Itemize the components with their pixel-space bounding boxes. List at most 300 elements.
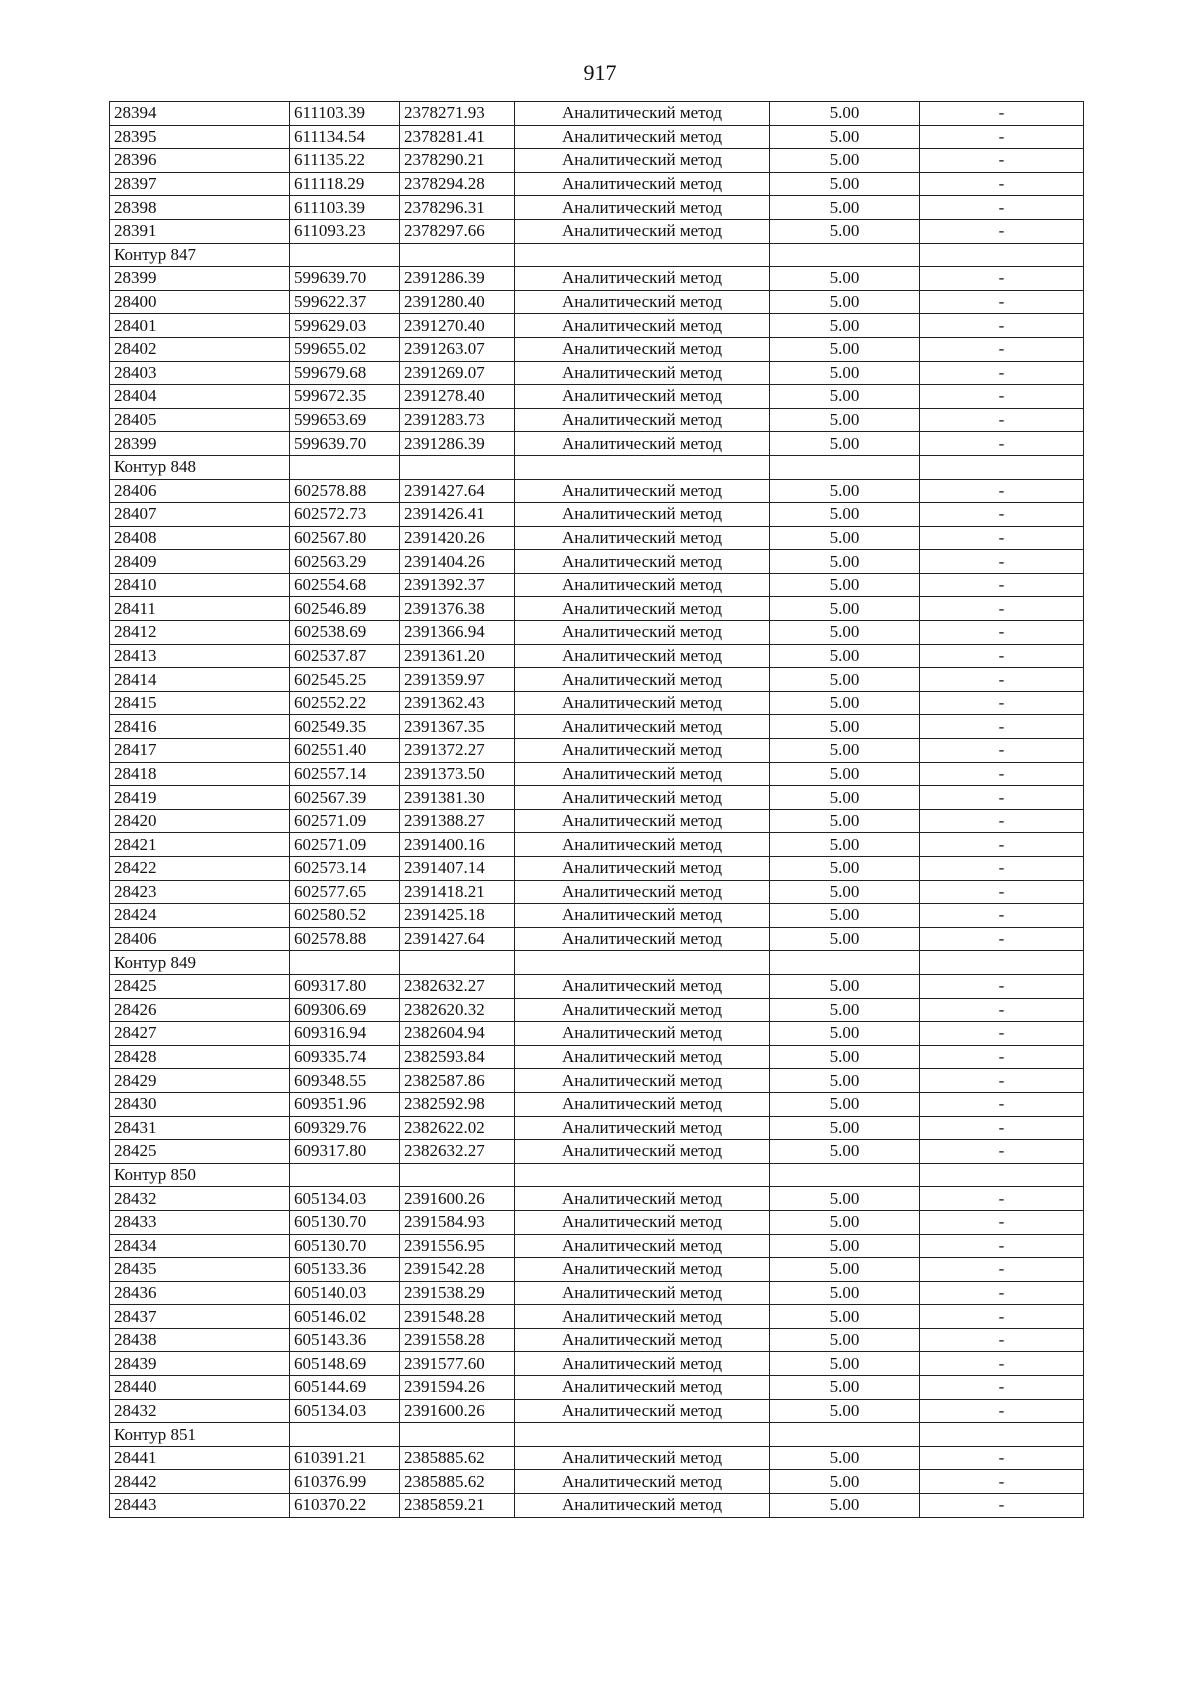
table-row xyxy=(110,314,1084,338)
table-row xyxy=(110,1281,1084,1305)
method-cell: Аналитический метод xyxy=(515,1399,770,1423)
point-id-cell: 28403 xyxy=(110,361,290,385)
accuracy-cell: 5.00 xyxy=(770,361,920,385)
point-id-cell: 28436 xyxy=(110,1281,290,1305)
method-cell: Аналитический метод xyxy=(515,715,770,739)
extra-cell: - xyxy=(920,149,1084,173)
x-coordinate-cell: 602571.09 xyxy=(290,809,400,833)
x-coordinate-cell: 602573.14 xyxy=(290,857,400,881)
y-coordinate-cell: 2378296.31 xyxy=(400,196,515,220)
accuracy-cell: 5.00 xyxy=(770,1399,920,1423)
extra-cell: - xyxy=(920,550,1084,574)
empty-cell xyxy=(515,951,770,975)
table-row xyxy=(110,668,1084,692)
method-cell: Аналитический метод xyxy=(515,290,770,314)
method-cell: Аналитический метод xyxy=(515,1352,770,1376)
accuracy-cell: 5.00 xyxy=(770,927,920,951)
x-coordinate-cell: 599672.35 xyxy=(290,385,400,409)
point-id-cell: 28438 xyxy=(110,1328,290,1352)
coordinates-table-body xyxy=(110,102,1084,1518)
extra-cell: - xyxy=(920,1210,1084,1234)
y-coordinate-cell: 2385859.21 xyxy=(400,1494,515,1518)
x-coordinate-cell: 611103.39 xyxy=(290,102,400,126)
y-coordinate-cell: 2391538.29 xyxy=(400,1281,515,1305)
point-id-cell: 28407 xyxy=(110,503,290,527)
point-id-cell: 28401 xyxy=(110,314,290,338)
accuracy-cell: 5.00 xyxy=(770,573,920,597)
y-coordinate-cell: 2391269.07 xyxy=(400,361,515,385)
table-row xyxy=(110,432,1084,456)
extra-cell: - xyxy=(920,1399,1084,1423)
table-row xyxy=(110,503,1084,527)
table-row xyxy=(110,1446,1084,1470)
accuracy-cell: 5.00 xyxy=(770,102,920,126)
table-row xyxy=(110,526,1084,550)
empty-cell xyxy=(290,951,400,975)
point-id-cell: 28443 xyxy=(110,1494,290,1518)
contour-label: Контур 849 xyxy=(110,951,290,975)
table-row xyxy=(110,974,1084,998)
point-id-cell: 28410 xyxy=(110,573,290,597)
accuracy-cell: 5.00 xyxy=(770,385,920,409)
contour-header-row xyxy=(110,951,1084,975)
point-id-cell: 28416 xyxy=(110,715,290,739)
y-coordinate-cell: 2391381.30 xyxy=(400,786,515,810)
y-coordinate-cell: 2391263.07 xyxy=(400,337,515,361)
x-coordinate-cell: 605130.70 xyxy=(290,1210,400,1234)
accuracy-cell: 5.00 xyxy=(770,1210,920,1234)
point-id-cell: 28415 xyxy=(110,691,290,715)
empty-cell xyxy=(770,951,920,975)
table-row xyxy=(110,1305,1084,1329)
extra-cell: - xyxy=(920,573,1084,597)
accuracy-cell: 5.00 xyxy=(770,1258,920,1282)
y-coordinate-cell: 2378297.66 xyxy=(400,219,515,243)
contour-label: Контур 847 xyxy=(110,243,290,267)
y-coordinate-cell: 2385885.62 xyxy=(400,1446,515,1470)
table-row xyxy=(110,385,1084,409)
accuracy-cell: 5.00 xyxy=(770,904,920,928)
y-coordinate-cell: 2391594.26 xyxy=(400,1376,515,1400)
extra-cell: - xyxy=(920,1045,1084,1069)
accuracy-cell: 5.00 xyxy=(770,691,920,715)
method-cell: Аналитический метод xyxy=(515,644,770,668)
table-row xyxy=(110,786,1084,810)
point-id-cell: 28417 xyxy=(110,739,290,763)
extra-cell: - xyxy=(920,172,1084,196)
point-id-cell: 28442 xyxy=(110,1470,290,1494)
y-coordinate-cell: 2382622.02 xyxy=(400,1116,515,1140)
extra-cell: - xyxy=(920,503,1084,527)
extra-cell: - xyxy=(920,1305,1084,1329)
accuracy-cell: 5.00 xyxy=(770,597,920,621)
method-cell: Аналитический метод xyxy=(515,172,770,196)
table-row xyxy=(110,1187,1084,1211)
empty-cell xyxy=(290,1163,400,1187)
y-coordinate-cell: 2382592.98 xyxy=(400,1092,515,1116)
x-coordinate-cell: 602577.65 xyxy=(290,880,400,904)
method-cell: Аналитический метод xyxy=(515,833,770,857)
method-cell: Аналитический метод xyxy=(515,1258,770,1282)
point-id-cell: 28406 xyxy=(110,927,290,951)
point-id-cell: 28430 xyxy=(110,1092,290,1116)
y-coordinate-cell: 2391362.43 xyxy=(400,691,515,715)
point-id-cell: 28424 xyxy=(110,904,290,928)
empty-cell xyxy=(920,951,1084,975)
x-coordinate-cell: 611118.29 xyxy=(290,172,400,196)
x-coordinate-cell: 602563.29 xyxy=(290,550,400,574)
x-coordinate-cell: 602567.39 xyxy=(290,786,400,810)
method-cell: Аналитический метод xyxy=(515,219,770,243)
point-id-cell: 28441 xyxy=(110,1446,290,1470)
table-row xyxy=(110,1022,1084,1046)
extra-cell: - xyxy=(920,526,1084,550)
table-row xyxy=(110,1470,1084,1494)
accuracy-cell: 5.00 xyxy=(770,1045,920,1069)
table-row xyxy=(110,1140,1084,1164)
method-cell: Аналитический метод xyxy=(515,621,770,645)
y-coordinate-cell: 2391400.16 xyxy=(400,833,515,857)
y-coordinate-cell: 2378281.41 xyxy=(400,125,515,149)
y-coordinate-cell: 2382632.27 xyxy=(400,974,515,998)
x-coordinate-cell: 609348.55 xyxy=(290,1069,400,1093)
accuracy-cell: 5.00 xyxy=(770,786,920,810)
contour-header-row xyxy=(110,1163,1084,1187)
empty-cell xyxy=(400,1423,515,1447)
accuracy-cell: 5.00 xyxy=(770,1092,920,1116)
table-row xyxy=(110,125,1084,149)
accuracy-cell: 5.00 xyxy=(770,1234,920,1258)
method-cell: Аналитический метод xyxy=(515,1281,770,1305)
x-coordinate-cell: 611135.22 xyxy=(290,149,400,173)
method-cell: Аналитический метод xyxy=(515,1234,770,1258)
empty-cell xyxy=(515,455,770,479)
extra-cell: - xyxy=(920,385,1084,409)
x-coordinate-cell: 602578.88 xyxy=(290,927,400,951)
y-coordinate-cell: 2391404.26 xyxy=(400,550,515,574)
table-row xyxy=(110,479,1084,503)
accuracy-cell: 5.00 xyxy=(770,219,920,243)
y-coordinate-cell: 2382593.84 xyxy=(400,1045,515,1069)
y-coordinate-cell: 2382587.86 xyxy=(400,1069,515,1093)
empty-cell xyxy=(290,1423,400,1447)
method-cell: Аналитический метод xyxy=(515,361,770,385)
accuracy-cell: 5.00 xyxy=(770,974,920,998)
accuracy-cell: 5.00 xyxy=(770,880,920,904)
point-id-cell: 28391 xyxy=(110,219,290,243)
method-cell: Аналитический метод xyxy=(515,125,770,149)
x-coordinate-cell: 602552.22 xyxy=(290,691,400,715)
y-coordinate-cell: 2391376.38 xyxy=(400,597,515,621)
extra-cell: - xyxy=(920,715,1084,739)
y-coordinate-cell: 2391420.26 xyxy=(400,526,515,550)
table-row xyxy=(110,998,1084,1022)
table-row xyxy=(110,1045,1084,1069)
point-id-cell: 28411 xyxy=(110,597,290,621)
accuracy-cell: 5.00 xyxy=(770,149,920,173)
point-id-cell: 28414 xyxy=(110,668,290,692)
extra-cell: - xyxy=(920,125,1084,149)
y-coordinate-cell: 2378294.28 xyxy=(400,172,515,196)
accuracy-cell: 5.00 xyxy=(770,196,920,220)
extra-cell: - xyxy=(920,1234,1084,1258)
table-row xyxy=(110,1258,1084,1282)
extra-cell: - xyxy=(920,739,1084,763)
y-coordinate-cell: 2391286.39 xyxy=(400,432,515,456)
table-row xyxy=(110,1234,1084,1258)
table-row xyxy=(110,739,1084,763)
x-coordinate-cell: 599639.70 xyxy=(290,432,400,456)
table-row xyxy=(110,172,1084,196)
extra-cell: - xyxy=(920,314,1084,338)
method-cell: Аналитический метод xyxy=(515,1470,770,1494)
method-cell: Аналитический метод xyxy=(515,314,770,338)
method-cell: Аналитический метод xyxy=(515,573,770,597)
extra-cell: - xyxy=(920,1022,1084,1046)
empty-cell xyxy=(920,455,1084,479)
point-id-cell: 28394 xyxy=(110,102,290,126)
x-coordinate-cell: 602551.40 xyxy=(290,739,400,763)
accuracy-cell: 5.00 xyxy=(770,408,920,432)
method-cell: Аналитический метод xyxy=(515,408,770,432)
extra-cell: - xyxy=(920,337,1084,361)
page-number: 917 xyxy=(583,60,617,85)
table-row xyxy=(110,715,1084,739)
y-coordinate-cell: 2391425.18 xyxy=(400,904,515,928)
y-coordinate-cell: 2391372.27 xyxy=(400,739,515,763)
point-id-cell: 28425 xyxy=(110,974,290,998)
method-cell: Аналитический метод xyxy=(515,597,770,621)
extra-cell: - xyxy=(920,290,1084,314)
y-coordinate-cell: 2391426.41 xyxy=(400,503,515,527)
method-cell: Аналитический метод xyxy=(515,786,770,810)
x-coordinate-cell: 599679.68 xyxy=(290,361,400,385)
accuracy-cell: 5.00 xyxy=(770,833,920,857)
method-cell: Аналитический метод xyxy=(515,1045,770,1069)
accuracy-cell: 5.00 xyxy=(770,715,920,739)
x-coordinate-cell: 602557.14 xyxy=(290,762,400,786)
extra-cell: - xyxy=(920,361,1084,385)
method-cell: Аналитический метод xyxy=(515,102,770,126)
y-coordinate-cell: 2391600.26 xyxy=(400,1187,515,1211)
table-row xyxy=(110,1328,1084,1352)
y-coordinate-cell: 2391418.21 xyxy=(400,880,515,904)
y-coordinate-cell: 2391548.28 xyxy=(400,1305,515,1329)
empty-cell xyxy=(400,455,515,479)
x-coordinate-cell: 605134.03 xyxy=(290,1399,400,1423)
extra-cell: - xyxy=(920,597,1084,621)
extra-cell: - xyxy=(920,644,1084,668)
accuracy-cell: 5.00 xyxy=(770,337,920,361)
point-id-cell: 28434 xyxy=(110,1234,290,1258)
accuracy-cell: 5.00 xyxy=(770,668,920,692)
table-row xyxy=(110,1116,1084,1140)
method-cell: Аналитический метод xyxy=(515,196,770,220)
method-cell: Аналитический метод xyxy=(515,479,770,503)
table-row xyxy=(110,149,1084,173)
extra-cell: - xyxy=(920,1376,1084,1400)
point-id-cell: 28398 xyxy=(110,196,290,220)
extra-cell: - xyxy=(920,1092,1084,1116)
y-coordinate-cell: 2391373.50 xyxy=(400,762,515,786)
extra-cell: - xyxy=(920,432,1084,456)
empty-cell xyxy=(515,1423,770,1447)
point-id-cell: 28406 xyxy=(110,479,290,503)
extra-cell: - xyxy=(920,786,1084,810)
accuracy-cell: 5.00 xyxy=(770,998,920,1022)
accuracy-cell: 5.00 xyxy=(770,267,920,291)
x-coordinate-cell: 609316.94 xyxy=(290,1022,400,1046)
y-coordinate-cell: 2391427.64 xyxy=(400,479,515,503)
table-row xyxy=(110,1399,1084,1423)
table-row xyxy=(110,1352,1084,1376)
method-cell: Аналитический метод xyxy=(515,739,770,763)
x-coordinate-cell: 605143.36 xyxy=(290,1328,400,1352)
x-coordinate-cell: 599655.02 xyxy=(290,337,400,361)
table-row xyxy=(110,1494,1084,1518)
y-coordinate-cell: 2391366.94 xyxy=(400,621,515,645)
accuracy-cell: 5.00 xyxy=(770,1494,920,1518)
y-coordinate-cell: 2391600.26 xyxy=(400,1399,515,1423)
empty-cell xyxy=(770,243,920,267)
table-row xyxy=(110,408,1084,432)
y-coordinate-cell: 2391280.40 xyxy=(400,290,515,314)
x-coordinate-cell: 599629.03 xyxy=(290,314,400,338)
method-cell: Аналитический метод xyxy=(515,974,770,998)
table-row xyxy=(110,762,1084,786)
table-row xyxy=(110,550,1084,574)
method-cell: Аналитический метод xyxy=(515,880,770,904)
extra-cell: - xyxy=(920,1258,1084,1282)
table-row xyxy=(110,809,1084,833)
table-row xyxy=(110,219,1084,243)
point-id-cell: 28400 xyxy=(110,290,290,314)
accuracy-cell: 5.00 xyxy=(770,1470,920,1494)
accuracy-cell: 5.00 xyxy=(770,290,920,314)
extra-cell: - xyxy=(920,479,1084,503)
y-coordinate-cell: 2378290.21 xyxy=(400,149,515,173)
extra-cell: - xyxy=(920,668,1084,692)
extra-cell: - xyxy=(920,1470,1084,1494)
empty-cell xyxy=(770,1423,920,1447)
x-coordinate-cell: 599653.69 xyxy=(290,408,400,432)
empty-cell xyxy=(920,1423,1084,1447)
point-id-cell: 28413 xyxy=(110,644,290,668)
y-coordinate-cell: 2391367.35 xyxy=(400,715,515,739)
y-coordinate-cell: 2391427.64 xyxy=(400,927,515,951)
accuracy-cell: 5.00 xyxy=(770,621,920,645)
accuracy-cell: 5.00 xyxy=(770,479,920,503)
x-coordinate-cell: 602537.87 xyxy=(290,644,400,668)
x-coordinate-cell: 610370.22 xyxy=(290,1494,400,1518)
extra-cell: - xyxy=(920,1446,1084,1470)
table-row xyxy=(110,1210,1084,1234)
table-row xyxy=(110,1069,1084,1093)
table-row xyxy=(110,1092,1084,1116)
accuracy-cell: 5.00 xyxy=(770,432,920,456)
x-coordinate-cell: 605134.03 xyxy=(290,1187,400,1211)
y-coordinate-cell: 2391558.28 xyxy=(400,1328,515,1352)
accuracy-cell: 5.00 xyxy=(770,550,920,574)
accuracy-cell: 5.00 xyxy=(770,1305,920,1329)
extra-cell: - xyxy=(920,809,1084,833)
extra-cell: - xyxy=(920,621,1084,645)
contour-label: Контур 851 xyxy=(110,1423,290,1447)
extra-cell: - xyxy=(920,1140,1084,1164)
x-coordinate-cell: 602571.09 xyxy=(290,833,400,857)
extra-cell: - xyxy=(920,102,1084,126)
y-coordinate-cell: 2391407.14 xyxy=(400,857,515,881)
point-id-cell: 28435 xyxy=(110,1258,290,1282)
contour-header-row xyxy=(110,1423,1084,1447)
point-id-cell: 28432 xyxy=(110,1187,290,1211)
empty-cell xyxy=(400,1163,515,1187)
point-id-cell: 28440 xyxy=(110,1376,290,1400)
point-id-cell: 28419 xyxy=(110,786,290,810)
extra-cell: - xyxy=(920,857,1084,881)
table-row xyxy=(110,1376,1084,1400)
table-row xyxy=(110,833,1084,857)
extra-cell: - xyxy=(920,927,1084,951)
point-id-cell: 28412 xyxy=(110,621,290,645)
empty-cell xyxy=(770,1163,920,1187)
accuracy-cell: 5.00 xyxy=(770,1376,920,1400)
method-cell: Аналитический метод xyxy=(515,927,770,951)
y-coordinate-cell: 2391556.95 xyxy=(400,1234,515,1258)
table-row xyxy=(110,857,1084,881)
accuracy-cell: 5.00 xyxy=(770,644,920,668)
contour-header-row xyxy=(110,455,1084,479)
method-cell: Аналитический метод xyxy=(515,267,770,291)
method-cell: Аналитический метод xyxy=(515,1494,770,1518)
method-cell: Аналитический метод xyxy=(515,668,770,692)
point-id-cell: 28404 xyxy=(110,385,290,409)
accuracy-cell: 5.00 xyxy=(770,857,920,881)
x-coordinate-cell: 605148.69 xyxy=(290,1352,400,1376)
y-coordinate-cell: 2391577.60 xyxy=(400,1352,515,1376)
extra-cell: - xyxy=(920,1069,1084,1093)
empty-cell xyxy=(770,455,920,479)
x-coordinate-cell: 602580.52 xyxy=(290,904,400,928)
extra-cell: - xyxy=(920,998,1084,1022)
y-coordinate-cell: 2391361.20 xyxy=(400,644,515,668)
method-cell: Аналитический метод xyxy=(515,149,770,173)
x-coordinate-cell: 609351.96 xyxy=(290,1092,400,1116)
accuracy-cell: 5.00 xyxy=(770,1069,920,1093)
x-coordinate-cell: 609306.69 xyxy=(290,998,400,1022)
table-row xyxy=(110,290,1084,314)
accuracy-cell: 5.00 xyxy=(770,1328,920,1352)
extra-cell: - xyxy=(920,1352,1084,1376)
x-coordinate-cell: 609317.80 xyxy=(290,974,400,998)
table-row xyxy=(110,904,1084,928)
table-row xyxy=(110,927,1084,951)
accuracy-cell: 5.00 xyxy=(770,172,920,196)
x-coordinate-cell: 605146.02 xyxy=(290,1305,400,1329)
accuracy-cell: 5.00 xyxy=(770,1187,920,1211)
method-cell: Аналитический метод xyxy=(515,1116,770,1140)
point-id-cell: 28395 xyxy=(110,125,290,149)
point-id-cell: 28427 xyxy=(110,1022,290,1046)
method-cell: Аналитический метод xyxy=(515,550,770,574)
point-id-cell: 28399 xyxy=(110,267,290,291)
point-id-cell: 28429 xyxy=(110,1069,290,1093)
extra-cell: - xyxy=(920,691,1084,715)
table-row xyxy=(110,644,1084,668)
method-cell: Аналитический метод xyxy=(515,691,770,715)
extra-cell: - xyxy=(920,1281,1084,1305)
table-row xyxy=(110,597,1084,621)
